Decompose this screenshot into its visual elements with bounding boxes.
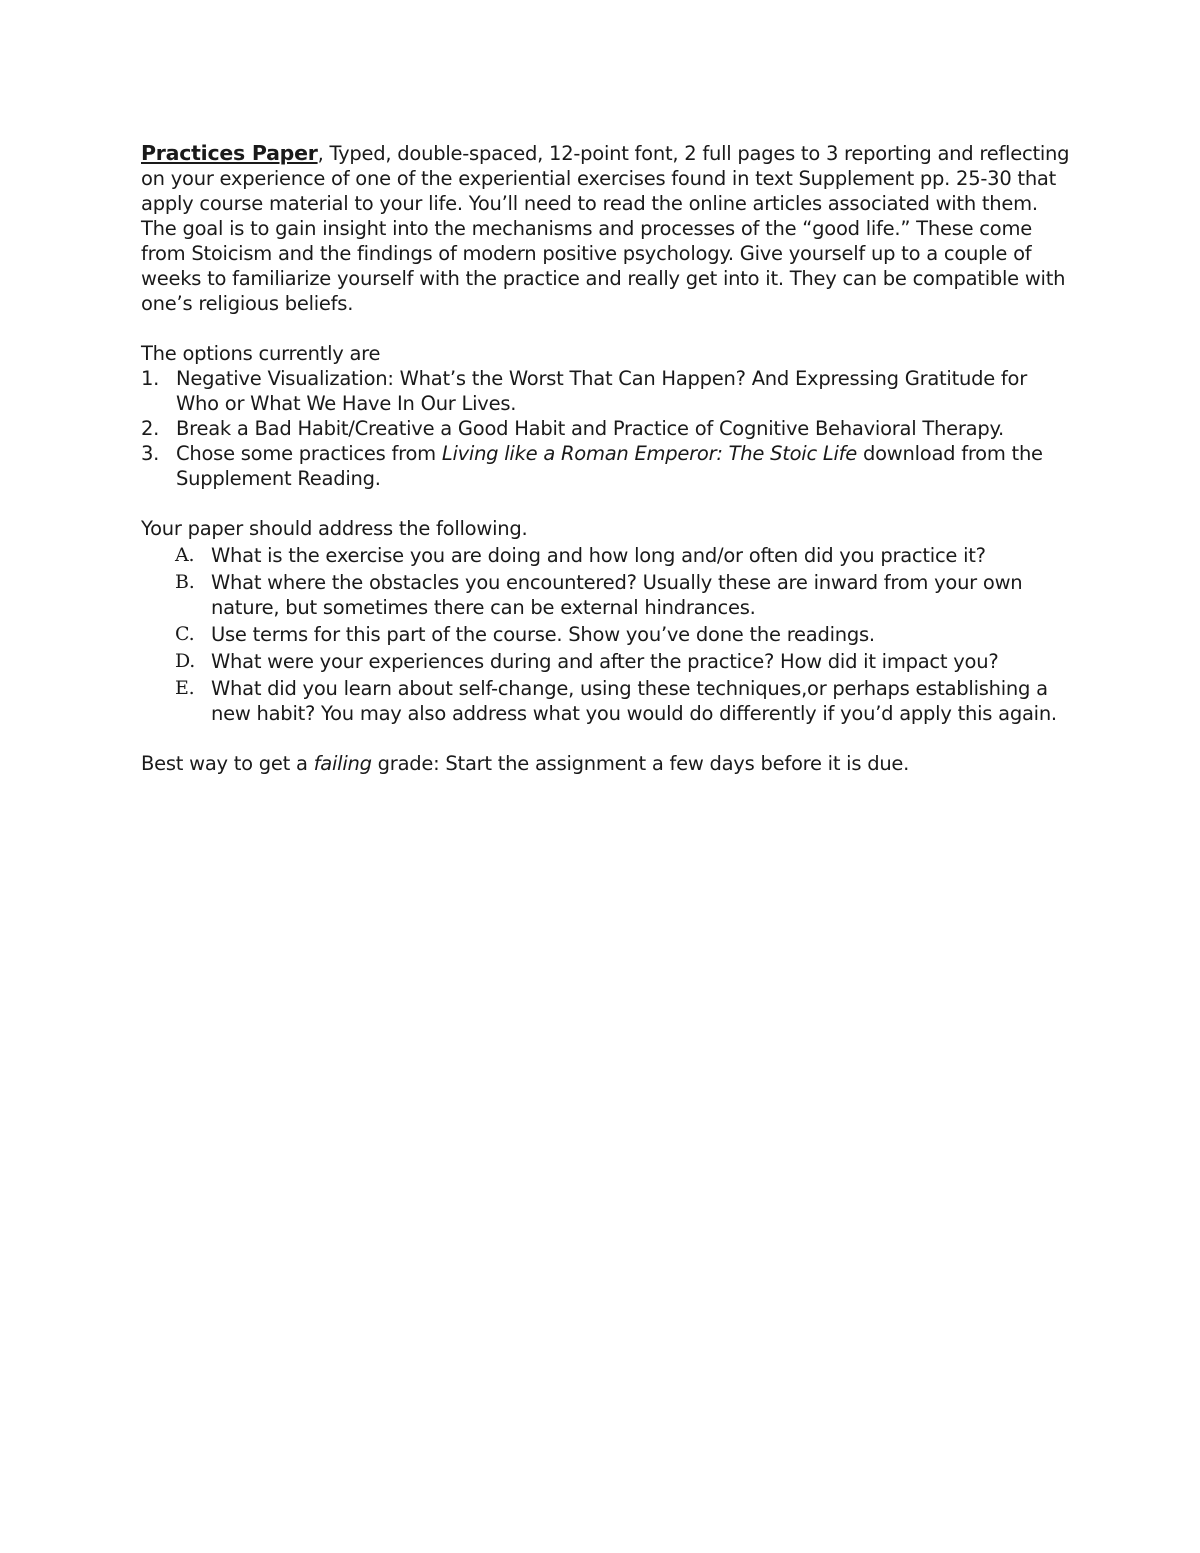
option-item <box>141 441 1071 491</box>
option-item <box>141 416 1071 441</box>
paper-title: Practices Paper <box>141 141 318 165</box>
option-text-post: download from the Supplement Reading. <box>176 442 1043 490</box>
address-heading: Your paper should address the following. <box>141 517 528 540</box>
closing-post: grade: Start the assignment a few days before it is due. <box>371 752 910 775</box>
address-text: Use terms for this part of the course. Show you’ve done the readings. <box>211 623 875 646</box>
option-text-pre: Chose some practices from <box>176 442 442 465</box>
option-text: Break a Bad Habit/Creative a Good Habit and Practice of Cognitive Behavioral Therapy. <box>176 417 1004 440</box>
closing-italic: failing <box>313 752 372 775</box>
list-marker: E. <box>175 677 195 699</box>
list-marker: B. <box>175 571 195 593</box>
address-item <box>141 543 1071 568</box>
list-marker: 3. <box>141 442 160 465</box>
intro-paragraph <box>141 141 1071 316</box>
address-item <box>141 649 1071 674</box>
list-marker: D. <box>175 650 196 672</box>
document-page <box>141 141 1071 776</box>
address-text: What did you learn about self-change, using these techniques,or perhaps establishing a new habit? You may also address what you would do differently if you’d apply this again. <box>211 677 1057 725</box>
address-text: What were your experiences during and after the practice? How did it impact you? <box>211 650 999 673</box>
address-list <box>141 543 1071 726</box>
address-text: What where the obstacles you encountered? Usually these are inward from your own nature, but sometimes there can be external hindrances. <box>211 571 1023 619</box>
options-heading: The options currently are <box>141 342 381 365</box>
option-item <box>141 366 1071 416</box>
address-text: What is the exercise you are doing and how long and/or often did you practice it? <box>211 544 986 567</box>
list-marker: 2. <box>141 417 160 440</box>
address-item <box>141 622 1071 647</box>
address-item <box>141 676 1071 726</box>
book-title: Living like a Roman Emperor: The Stoic Life <box>441 442 858 465</box>
list-marker: 1. <box>141 367 160 390</box>
closing-paragraph <box>141 751 1071 776</box>
intro-text: , Typed, double-spaced, 12-point font, 2 full pages to 3 reporting and reflecting on your experience of one of the experiential exercises found in text Supplement pp. 25-30 that apply course material to your life. You’ll need to read the online articles associated with them. The goal is to gain insight into the mechanisms and processes of the “good life.” These come from Stoicism and the findings of modern positive psychology. Give yourself up to a couple of weeks to familiarize yourself with the practice and really get into it. They can be compatible with one’s religious beliefs. <box>141 142 1070 315</box>
list-marker: A. <box>175 544 195 566</box>
list-marker: C. <box>175 623 195 645</box>
closing-pre: Best way to get a <box>141 752 314 775</box>
address-item <box>141 570 1071 620</box>
options-list <box>141 366 1071 491</box>
option-text: Negative Visualization: What’s the Worst That Can Happen? And Expressing Gratitude for Who or What We Have In Our Lives. <box>176 367 1027 415</box>
